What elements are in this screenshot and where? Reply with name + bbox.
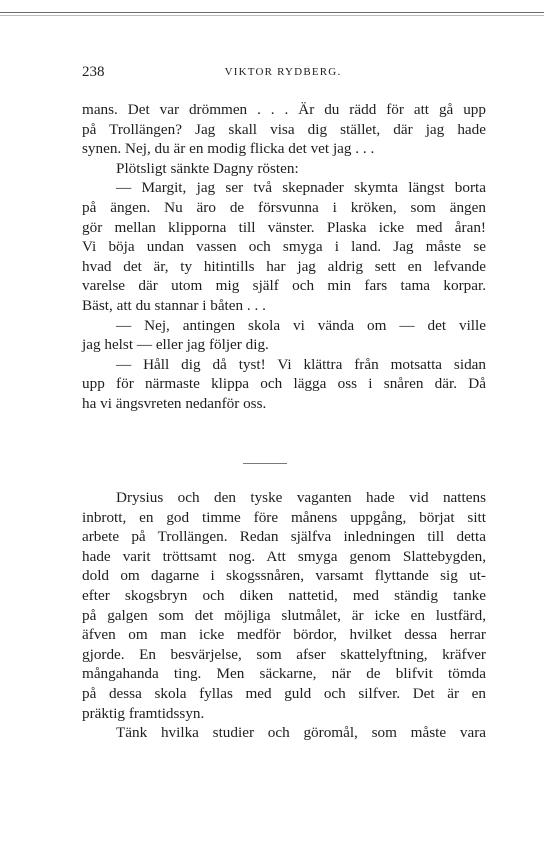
text-line: äfven om man icke medför bördor, hvilket dessa herrar	[82, 626, 486, 644]
text-section-two	[82, 488, 486, 743]
text-line: präktig framtidssyn.	[82, 704, 205, 722]
text-line: ha vi ängsvreten nedanför oss.	[82, 394, 267, 412]
text-line: på Trollängen? Jag skall visa dig stället, där jag hade	[82, 120, 486, 138]
text-line: gjorde. En besvärjelse, som afser skattelyftning, kräfver	[82, 645, 486, 663]
text-line: Bäst, att du stannar i båten . . .	[82, 296, 266, 314]
text-line: inbrott, en god timme före månens uppgång, börjat sitt	[82, 508, 486, 526]
top-edge-rule	[0, 12, 544, 13]
text-line: — Håll dig då tyst! Vi klättra från motsatta sidan	[116, 355, 486, 373]
text-line: arbete på Trollängen. Redan själfva inledningen till detta	[82, 528, 486, 546]
text-line: dold om dagarne i skogssnåren, varsamt flyttande sig ut-	[82, 567, 486, 585]
text-line: Vi böja undan vassen och smyga i land. Jag måste se	[82, 238, 486, 256]
top-edge-rule-secondary	[0, 15, 544, 16]
text-line: hvad det är, ty hitintills har jag aldrig sett en lefvande	[82, 257, 486, 275]
text-line: synen. Nej, du är en modig flicka det vet jag . . .	[82, 140, 375, 158]
text-line: Drysius och den tyske vaganten hade vid nattens	[116, 489, 486, 506]
text-line: upp för närmaste klippa och lägga oss i snåren där. Då	[82, 375, 486, 393]
text-line: Tänk hvilka studier och göromål, som måste vara	[116, 724, 486, 742]
text-line: efter skogsbryn och diken nattetid, med ständig tanke	[82, 586, 486, 604]
text-line: mans. Det var drömmen . . . Är du rädd för att gå upp	[82, 101, 486, 118]
page-header	[82, 64, 484, 84]
text-line: mångahanda ting. Men säckarne, när de blifvit tömda	[82, 665, 486, 683]
text-line: Plötsligt sänkte Dagny rösten:	[116, 159, 299, 177]
text-line: på galgen som det möjliga slutmålet, är icke en lustfärd,	[82, 606, 486, 624]
text-line: — Nej, antingen skola vi vända om — det ville	[116, 316, 486, 334]
running-head: VIKTOR RYDBERG.	[224, 66, 342, 78]
text-section-one	[82, 100, 486, 414]
text-line: på dessa skola fyllas med guld och silfver. Det är en	[82, 684, 486, 702]
text-line: varelse där utom mig själf och min fars tama korpar.	[82, 277, 486, 295]
section-divider	[243, 463, 287, 464]
text-line: hade varit tröttsamt nog. Att smyga genom Slattebygden,	[82, 547, 486, 565]
text-line: jag helst — eller jag följer dig.	[82, 336, 269, 354]
page-number: 238	[82, 64, 105, 80]
text-line: på ängen. Nu äro de försvunna i kröken, som ängen	[82, 198, 486, 216]
text-line: gör mellan klipporna till vänster. Plaska icke med åran!	[82, 218, 486, 236]
text-line: — Margit, jag ser två skepnader skymta längst borta	[116, 179, 486, 197]
